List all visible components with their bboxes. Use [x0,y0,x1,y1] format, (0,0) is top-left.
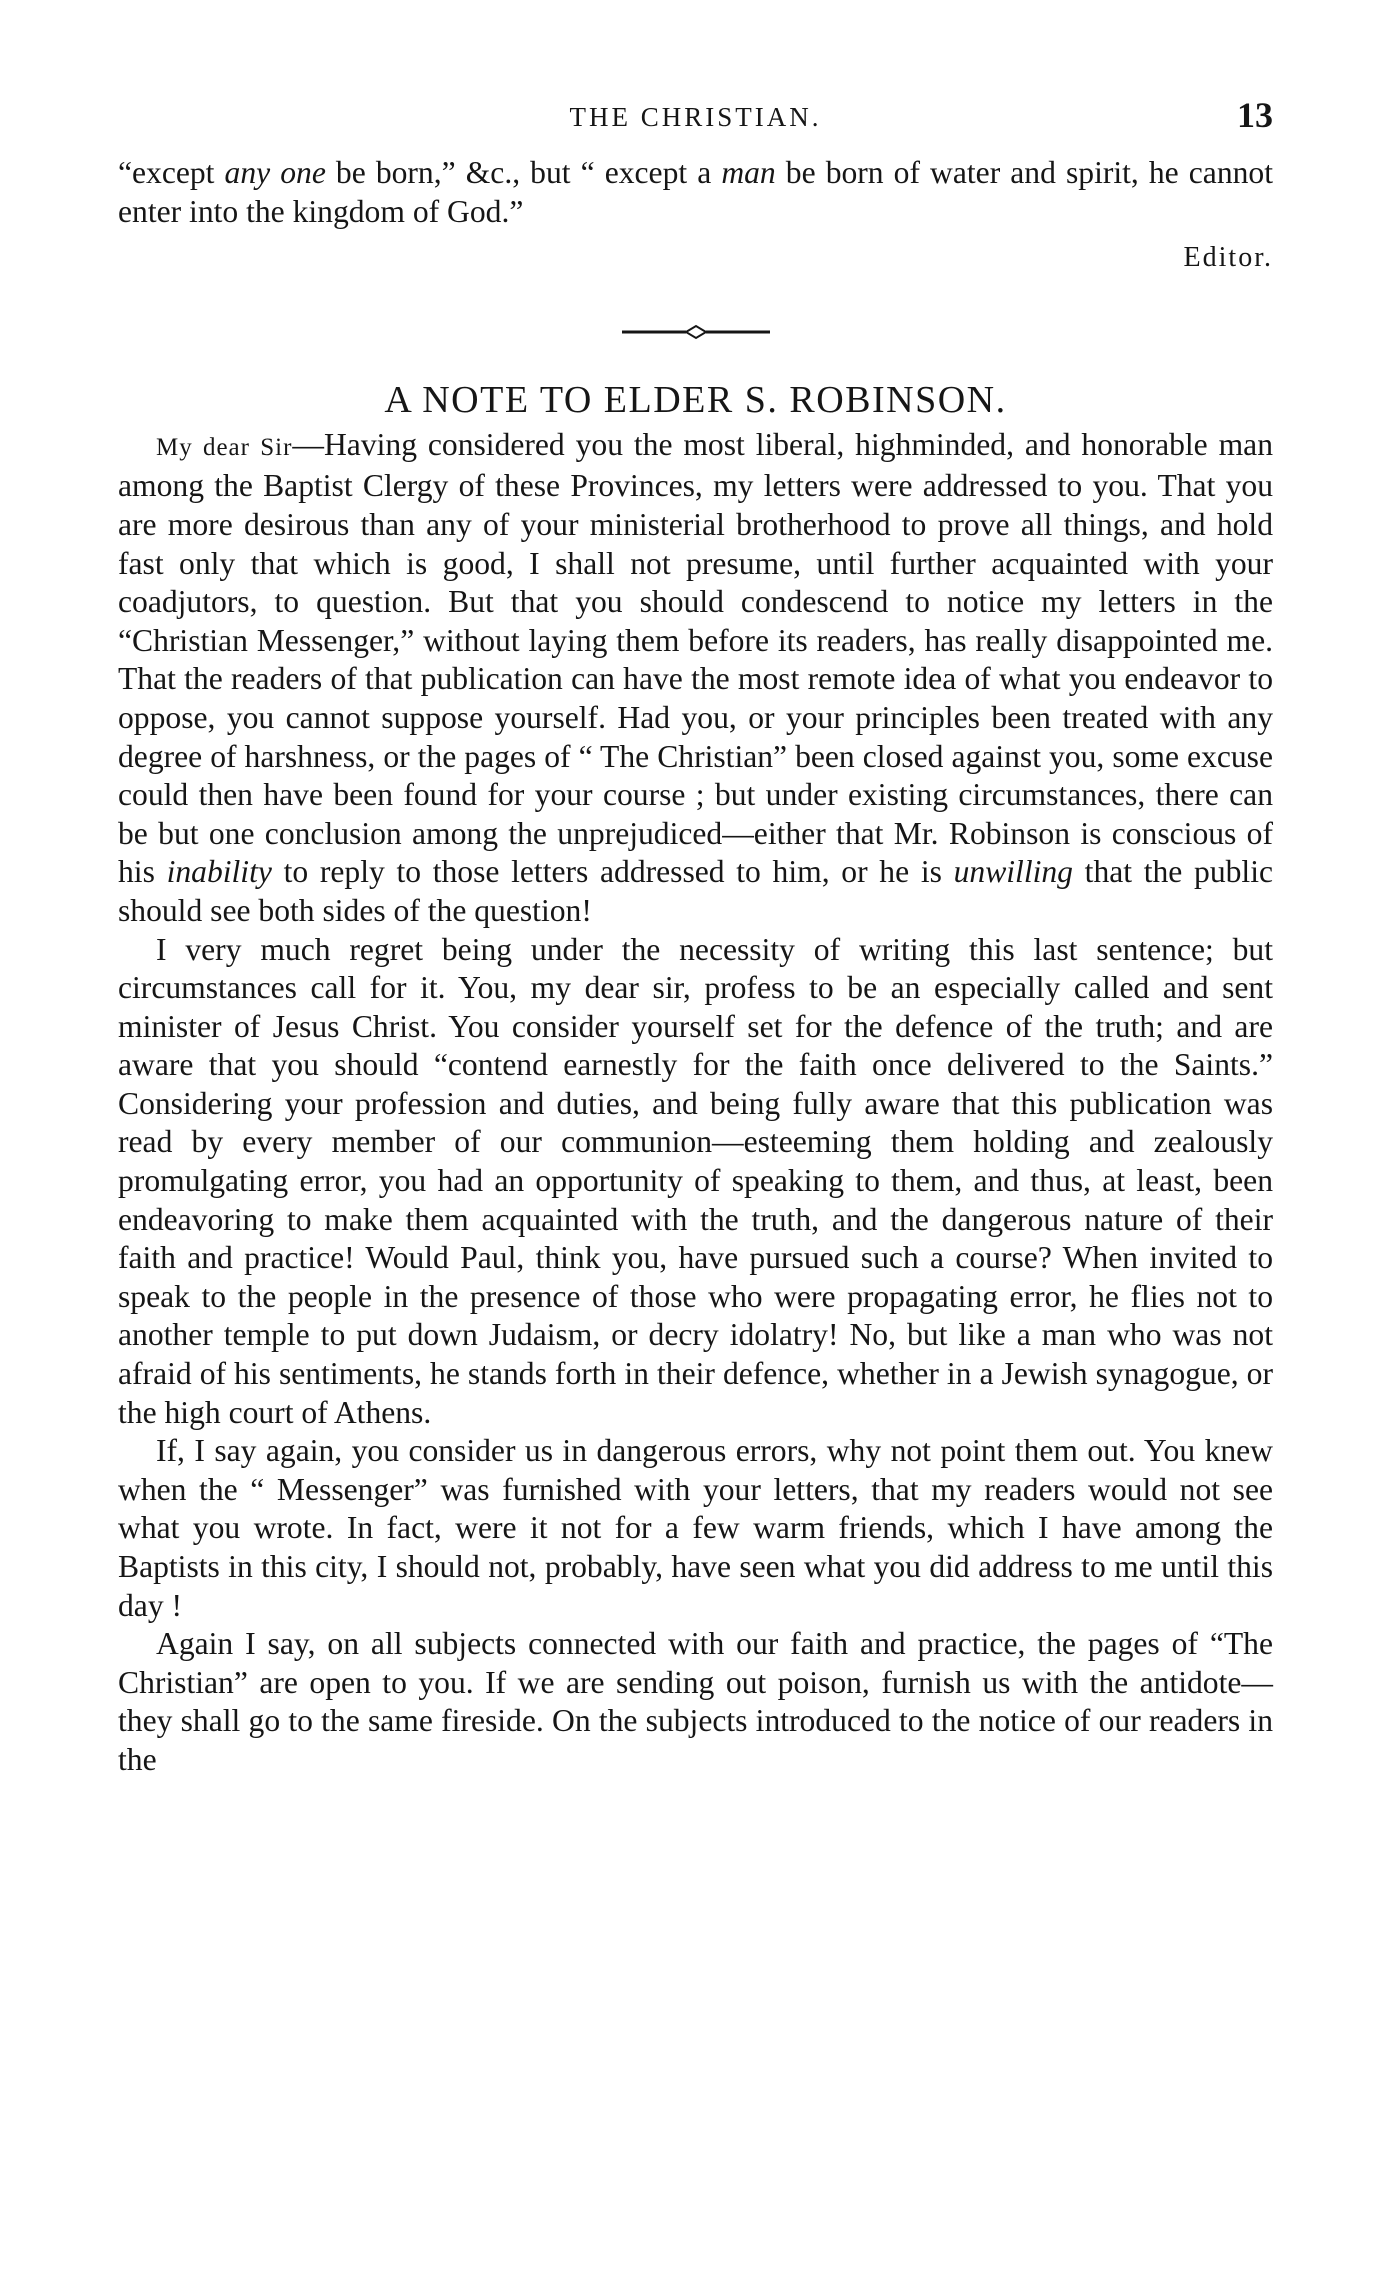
opening-emphasis-1: any one [224,155,326,190]
opening-emphasis-2: man [721,155,776,190]
paragraph-1-emphasis-1: inability [166,854,272,890]
paragraph-1-emphasis-2: unwilling [953,854,1073,890]
paragraph-2: I very much regret being under the necessity of writing this last sentence; but circumstances call for it. You, my dear sir, profess to be an especially called and sent minister of Jesus Christ. You consider yourself set for the defence of the truth; and are aware that you should “contend earnestly for the faith once delivered to the Saints.” Considering your profession and duties, and being fully aware that this publication was read by every member of our communion—esteeming them holding and zealously promulgating error, you had an opportunity of speaking to them, and thus, at least, been endeavoring to make them acquainted with the truth, and the dangerous nature of their faith and practice! Would Paul, think you, have pursued such a course? When invited to speak to the people in the presence of those who were propagating error, he flies not to another temple to put down Judaism, or decry idolatry! No, but like a man who was not afraid of his sentiments, he stands forth in their defence, whether in a Jewish synagogue, or the high court of Athens. [118,931,1273,1430]
editor-signature: Editor. [1183,242,1273,274]
document-page [118,95,1273,1780]
paragraph-1-part-a: —Having considered you the most liberal, highminded, and honorable man among the Baptist Clergy of these Provinces, my letters were addressed to you. That you are more desirous than any of your ministerial brotherhood to prove all things, and hold fast only that which is good, I shall not presume, until further acquainted with your coadjutors, to question. But that you should condescend to notice my letters in the “Christian Messenger,” without laying them before its readers, has really disappointed me. That the readers of that publication can have the most remote idea of what you endeavor to oppose, you cannot suppose yourself. Had you, or your principles been treated with any degree of harshness, or the pages of “ The Christian” been closed against you, some excuse could then have been found for your course ; but under existing circumstances, there can be but one conclusion among the unprejudiced—either that Mr. Robinson is conscious of his [118,426,1273,890]
paragraph-4: Again I say, on all subjects connected with our faith and practice, the pages of “The Christian” are open to you. If we are sending out poison, furnish us with the antidote—they shall go to the same fireside. On the subjects introduced to the notice of our readers in the [118,1626,1273,1777]
paragraph-3: If, I say again, you consider us in dangerous errors, why not point them out. You knew when the “ Messenger” was furnished with your letters, that my readers would not see what you wrote. In fact, were it not for a few warm friends, which I have among the Baptists in this city, I should not, probably, have seen what you did address to me until this day ! [118,1433,1273,1623]
paragraph-1 [118,426,1273,931]
opening-tail: be born of water and spirit, he cannot enter into the kingdom of God.” [118,155,1273,229]
paragraph-1-part-c: that the public should see both sides of the question! [118,854,1273,928]
page-number: 13 [1237,95,1273,135]
running-title: THE CHRISTIAN. [569,102,822,132]
article-body [118,426,1273,1780]
article-title: A NOTE TO ELDER S. ROBINSON. [384,378,1007,421]
page-header [118,95,1273,144]
salutation: My dear Sir [156,433,293,461]
section-divider [616,312,776,352]
opening-paragraph [118,154,1273,278]
opening-mid: be born,” &c., but “ except a [325,155,722,190]
paragraph-1-part-b: to reply to those letters addressed to him, or he is [271,854,954,890]
opening-text [118,154,1273,231]
opening-lead: “except [118,155,225,190]
